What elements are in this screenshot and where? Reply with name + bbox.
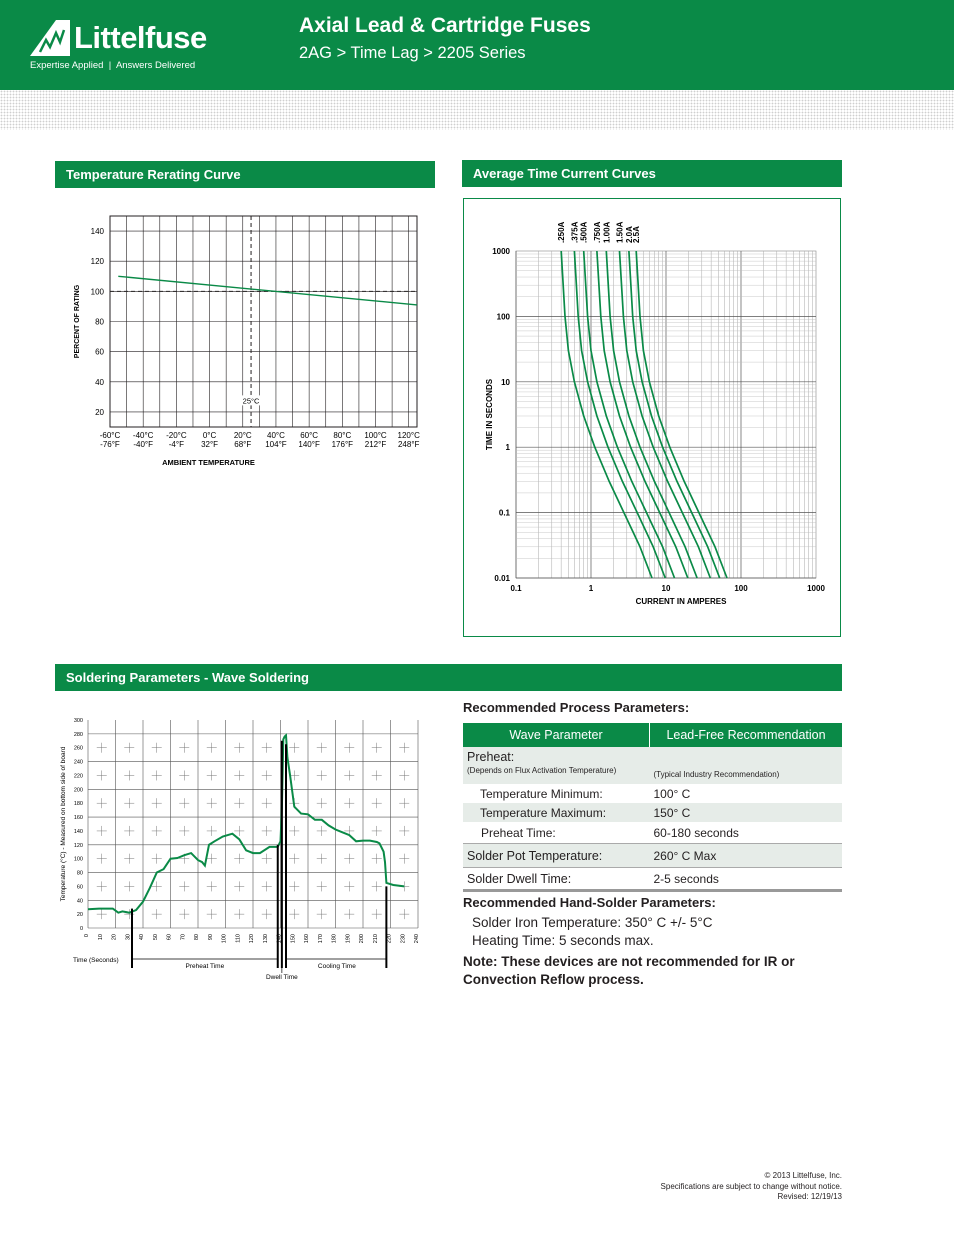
soldering-chart <box>55 705 445 995</box>
tagline-divider: | <box>106 60 114 71</box>
series-label: 2.5A <box>632 226 642 243</box>
x-tick-label: 140 <box>276 934 283 944</box>
temp-max-label: Temperature Maximum: <box>480 805 607 820</box>
col-wave-parameter: Wave Parameter <box>463 723 650 747</box>
disclaimer: Specifications are subject to change without notice. <box>660 1181 842 1191</box>
y-tick-label: 240 <box>73 759 83 766</box>
x-tick-label: 0.1 <box>510 584 522 593</box>
y-tick-label: 0.1 <box>498 508 510 518</box>
dwell-label: Solder Dwell Time: <box>463 868 650 891</box>
x-tick-label: 1000 <box>807 584 825 593</box>
solder-pot-value: 260° C Max <box>650 844 843 868</box>
x-tick-label: 160 <box>304 934 310 944</box>
copyright: © 2013 Littelfuse, Inc. <box>764 1171 842 1180</box>
x-tick-label-f: -4°F <box>168 440 184 449</box>
tagline-right: Answers Delivered <box>115 60 196 71</box>
x-tick-label: 230 <box>400 934 407 944</box>
x-tick-label-f: 176°F <box>331 440 354 449</box>
tagline <box>30 60 195 71</box>
x-tick-label: 60 <box>166 934 173 941</box>
y-tick-label: 1 <box>505 443 510 453</box>
dwell-label: Dwell Time <box>265 974 298 981</box>
y-tick-label: 1000 <box>492 247 510 256</box>
footer <box>661 1171 842 1203</box>
y-tick-label: 80 <box>95 317 104 327</box>
y-tick-label: 40 <box>76 898 83 905</box>
reflow-note: Note: These devices are not recommended for IR or Convection Reflow process. <box>463 954 795 987</box>
section-rerating-title: Temperature Rerating Curve <box>55 161 435 188</box>
y-tick-label: 0 <box>79 926 83 932</box>
rerating-chart <box>55 200 435 480</box>
x-tick-label: 20 <box>111 934 118 941</box>
x-tick-label: 50 <box>152 934 159 941</box>
series-label: 1.00A <box>602 221 612 243</box>
y-tick-label: 260 <box>73 745 83 752</box>
tagline-left: Expertise Applied <box>30 60 104 71</box>
y-tick-label: 140 <box>73 828 83 835</box>
y-tick-label: 100 <box>90 287 104 297</box>
series-label: 2.0A <box>624 226 634 243</box>
x-tick-label: 120 <box>249 934 255 944</box>
solder-profile-line <box>88 735 404 912</box>
y-tick-label: 300 <box>73 718 83 724</box>
x-axis-label: Time (Seconds) <box>73 957 119 964</box>
x-tick-label: 240 <box>414 934 420 944</box>
y-axis-label: TIME IN SECONDS <box>485 378 494 451</box>
tcc-curve <box>636 251 727 578</box>
temp-max-value: 150° C <box>653 805 691 820</box>
y-tick-label: 40 <box>95 377 104 387</box>
page-subtitle: 2AG > Time Lag > 2205 Series <box>299 44 526 62</box>
y-tick-label: 60 <box>95 347 104 357</box>
y-tick-label: 220 <box>73 773 83 780</box>
y-tick-label: 280 <box>73 731 83 738</box>
series-label: .500A <box>579 221 589 243</box>
brand-name: Littelfuse <box>74 20 207 55</box>
preheat-note: (Depends on Flux Activation Temperature) <box>467 766 617 775</box>
x-tick-label: 10 <box>97 934 104 941</box>
x-tick-label: 0 <box>84 934 90 938</box>
reference-label: 25°C <box>242 396 260 406</box>
x-tick-label: 10 <box>661 584 671 593</box>
col-lead-free: Lead-Free Recommendation <box>650 723 843 747</box>
y-axis-label: PERCENT OF RATING <box>74 284 81 359</box>
y-tick-label: 140 <box>90 227 104 237</box>
x-tick-label: 200 <box>359 934 365 944</box>
x-tick-label: 1 <box>588 584 594 593</box>
series-label: .375A <box>570 221 580 243</box>
page-header <box>0 0 954 90</box>
x-tick-label-c: 80°C <box>333 431 352 440</box>
section-time-current-title: Average Time Current Curves <box>462 160 842 187</box>
tcc-curve <box>620 251 711 578</box>
x-tick-label-c: -60°C <box>99 431 121 440</box>
y-tick-label: 100 <box>496 312 510 322</box>
hand-solder-line-2: Heating Time: 5 seconds max. <box>472 933 654 948</box>
y-tick-label: 20 <box>95 407 104 417</box>
x-tick-label: 90 <box>207 934 214 941</box>
y-tick-label: 200 <box>73 787 83 794</box>
x-tick-label-c: 120°C <box>397 431 420 440</box>
x-tick-label-f: 68°F <box>234 440 252 449</box>
preheat-label: Preheat: <box>467 750 515 764</box>
x-tick-label-f: 104°F <box>265 440 287 449</box>
x-axis-label: AMBIENT TEMPERATURE <box>162 458 255 467</box>
x-tick-label: 30 <box>125 934 132 941</box>
hand-solder-line-1: Solder Iron Temperature: 350° C +/- 5°C <box>472 915 713 930</box>
rerating-line <box>118 276 417 305</box>
temp-min-value: 100° C <box>653 786 691 801</box>
x-tick-label: 220 <box>386 934 393 944</box>
x-tick-label-c: 100°C <box>364 431 387 440</box>
x-tick-label: 40 <box>139 934 145 941</box>
x-tick-label-f: 212°F <box>364 440 387 449</box>
x-tick-label: 80 <box>194 934 200 941</box>
preheat-time-label: Preheat Time: <box>463 822 650 844</box>
x-tick-label: 180 <box>331 934 338 944</box>
solder-pot-label: Solder Pot Temperature: <box>463 844 650 868</box>
cooling-label: Cooling Time <box>317 963 356 970</box>
littelfuse-logo-icon <box>30 20 70 56</box>
preheat-time-value: 60-180 seconds <box>650 822 843 844</box>
page-title: Axial Lead & Cartridge Fuses <box>299 14 591 37</box>
littelfuse-logo <box>30 20 230 74</box>
series-label: .750A <box>592 221 602 243</box>
dot-pattern-band <box>0 90 954 130</box>
preheat-cell <box>463 747 650 784</box>
x-tick-label: 190 <box>345 934 352 944</box>
x-tick-label-c: 0°C <box>202 431 217 440</box>
process-params-table <box>463 723 842 892</box>
preheat-note-2: (Typical Industry Recommendation) <box>653 770 780 779</box>
series-label: .250A <box>557 221 567 243</box>
y-tick-label: 180 <box>73 801 83 808</box>
y-tick-label: 160 <box>73 815 83 822</box>
x-tick-label: 110 <box>235 934 242 943</box>
y-tick-label: 60 <box>76 884 83 891</box>
x-tick-label-f: 248°F <box>397 440 420 449</box>
section-soldering-title: Soldering Parameters - Wave Soldering <box>55 664 842 691</box>
time-current-chart <box>464 199 840 636</box>
x-tick-label-c: -20°C <box>166 431 187 440</box>
x-tick-label-f: -40°F <box>133 440 154 449</box>
x-tick-label-c: 60°C <box>300 431 319 440</box>
hand-solder-title: Recommended Hand-Solder Parameters: <box>463 895 716 910</box>
x-tick-label-c: 20°C <box>233 431 252 440</box>
x-tick-label: 170 <box>317 934 324 944</box>
x-tick-label-c: -40°C <box>132 431 154 440</box>
y-axis-label: Temperature (°C) - Measured on bottom side of board <box>60 746 67 902</box>
process-params-title: Recommended Process Parameters: <box>463 700 690 715</box>
y-tick-label: 80 <box>76 870 83 877</box>
y-tick-label: 100 <box>73 856 83 863</box>
y-tick-label: 120 <box>73 842 83 849</box>
x-tick-label: 210 <box>372 934 379 944</box>
x-tick-label: 100 <box>221 934 228 944</box>
dwell-value: 2-5 seconds <box>650 868 843 891</box>
x-axis-label: CURRENT IN AMPERES <box>635 597 727 606</box>
preheat-label: Preheat Time <box>185 963 225 970</box>
series-label: 1.50A <box>615 221 625 243</box>
y-tick-label: 120 <box>90 257 104 267</box>
x-tick-label: 100 <box>734 584 748 593</box>
x-tick-label-f: 32°F <box>201 440 219 449</box>
x-tick-label: 130 <box>262 934 269 944</box>
y-tick-label: 20 <box>76 912 83 919</box>
hand-solder-params <box>472 914 713 950</box>
y-tick-label: 0.01 <box>494 574 510 583</box>
y-tick-label: 10 <box>501 377 510 387</box>
x-tick-label-c: 40°C <box>267 431 285 440</box>
revision: Revised: 12/19/13 <box>777 1192 842 1201</box>
temp-min-label: Temperature Minimum: <box>480 786 603 801</box>
x-tick-label-f: -76°F <box>100 440 120 449</box>
x-tick-label: 150 <box>290 934 297 944</box>
x-tick-label: 70 <box>180 934 187 941</box>
x-tick-label-f: 140°F <box>298 440 320 449</box>
